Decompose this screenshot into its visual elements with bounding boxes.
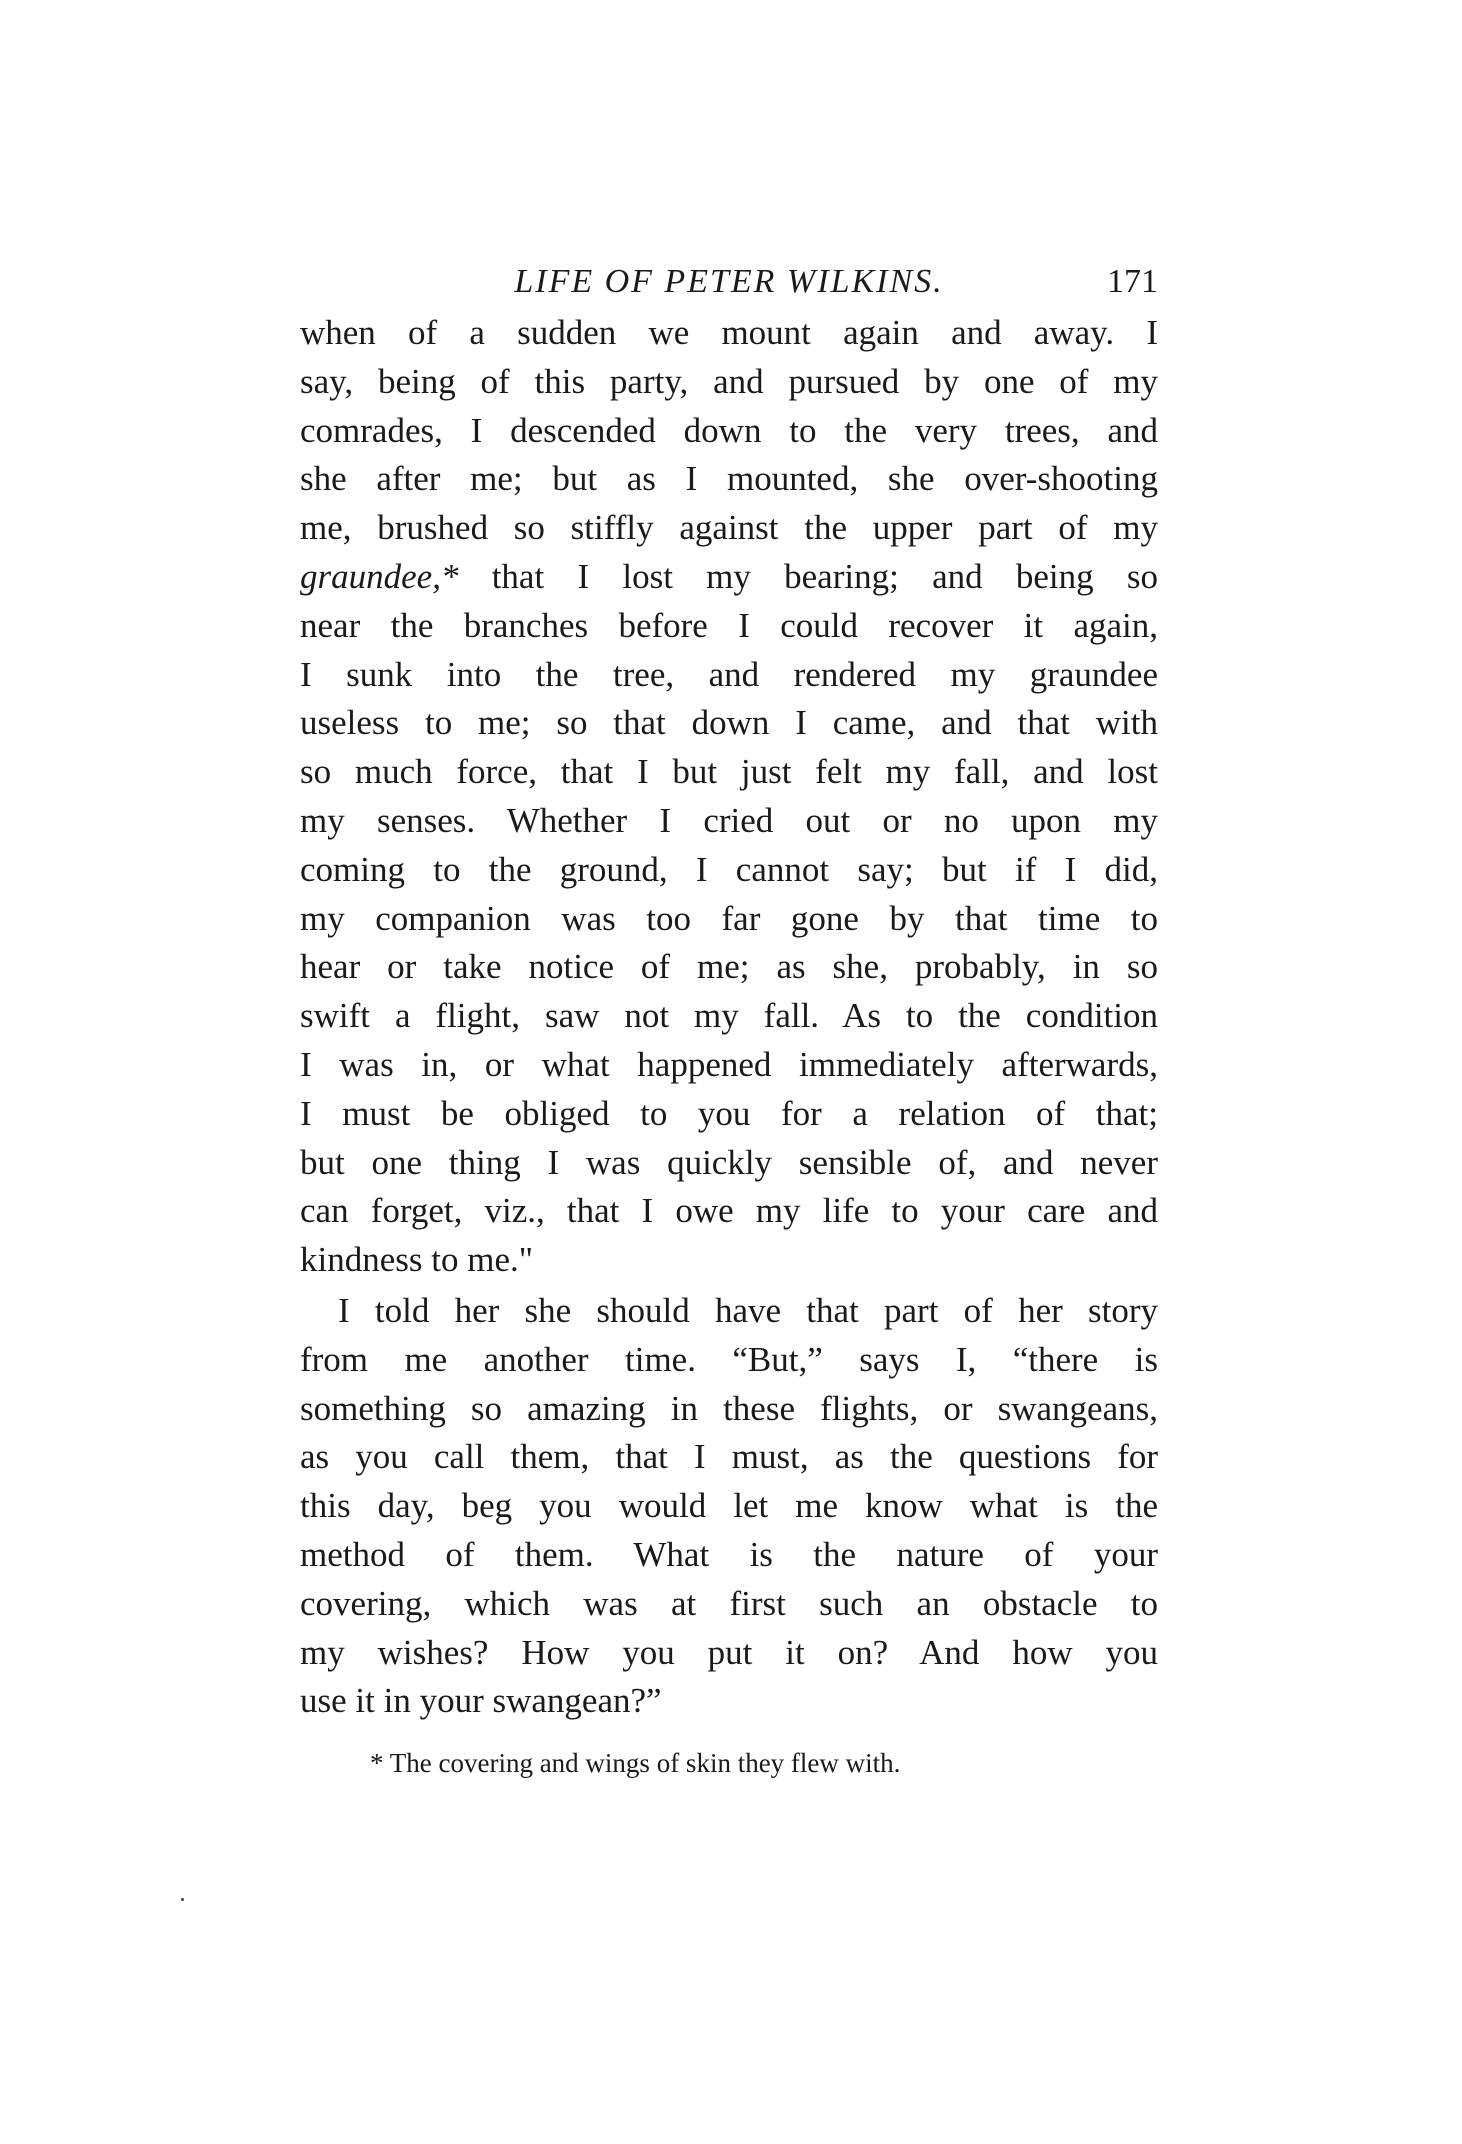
page-number: 171 <box>1107 263 1158 300</box>
running-title: LIFE OF PETER WILKINS. <box>514 263 944 300</box>
text-line: covering, which was at first such an obstacle to <box>300 1583 1158 1623</box>
text-line: hear or take notice of me; as she, probably, in so <box>300 947 1158 987</box>
text-line: something so amazing in these flights, or swangeans, <box>300 1388 1158 1428</box>
print-speck <box>181 1898 184 1901</box>
text-line: so much force, that I but just felt my fall, and lost <box>300 752 1158 792</box>
text-line: say, being of this party, and pursued by one of my <box>300 361 1158 401</box>
text-line: my wishes? How you put it on? And how you <box>300 1632 1158 1672</box>
text-line: useless to me; so that down I came, and that with <box>300 703 1158 743</box>
text-line-with-italic <box>300 553 1158 602</box>
text-line: when of a sudden we mount again and away. I <box>300 313 1158 352</box>
paragraph-1 <box>300 309 1158 1285</box>
text-line: me, brushed so stiffly against the upper part of my <box>300 508 1158 548</box>
text-line: kindness to me." <box>300 1240 534 1280</box>
footnote: * The covering and wings of skin they flew with. <box>370 1748 901 1778</box>
running-head <box>300 258 1158 306</box>
text-line: as you call them, that I must, as the questions for <box>300 1437 1158 1477</box>
text-line-remainder: that I lost my bearing; and being so <box>458 556 1158 596</box>
text-line: use it in your swangean?” <box>300 1681 662 1721</box>
text-line: near the branches before I could recover it again, <box>300 605 1158 645</box>
text-line: swift a flight, saw not my fall. As to the condition <box>300 996 1158 1036</box>
italic-term: graundee,* <box>300 556 459 596</box>
text-line: I must be obliged to you for a relation of that; <box>300 1093 1158 1133</box>
text-line: from me another time. “But,” says I, “there is <box>300 1339 1158 1379</box>
text-line: I told her she should have that part of her story <box>338 1290 1158 1330</box>
text-line: I sunk into the tree, and rendered my graundee <box>300 654 1158 694</box>
text-line: my companion was too far gone by that time to <box>300 898 1158 938</box>
text-line: my senses. Whether I cried out or no upon my <box>300 800 1158 840</box>
text-line: can forget, viz., that I owe my life to your care and <box>300 1191 1158 1231</box>
text-line: but one thing I was quickly sensible of, and never <box>300 1142 1158 1182</box>
text-line: I was in, or what happened immediately afterwards, <box>300 1044 1158 1084</box>
text-line: method of them. What is the nature of your <box>300 1534 1158 1574</box>
body-text <box>300 309 1158 1726</box>
text-line: she after me; but as I mounted, she over-shooting <box>300 459 1158 499</box>
text-line: comrades, I descended down to the very trees, and <box>300 410 1158 450</box>
text-line: this day, beg you would let me know what is the <box>300 1486 1158 1526</box>
text-line: coming to the ground, I cannot say; but if I did, <box>300 849 1158 889</box>
paragraph-2 <box>300 1287 1158 1726</box>
